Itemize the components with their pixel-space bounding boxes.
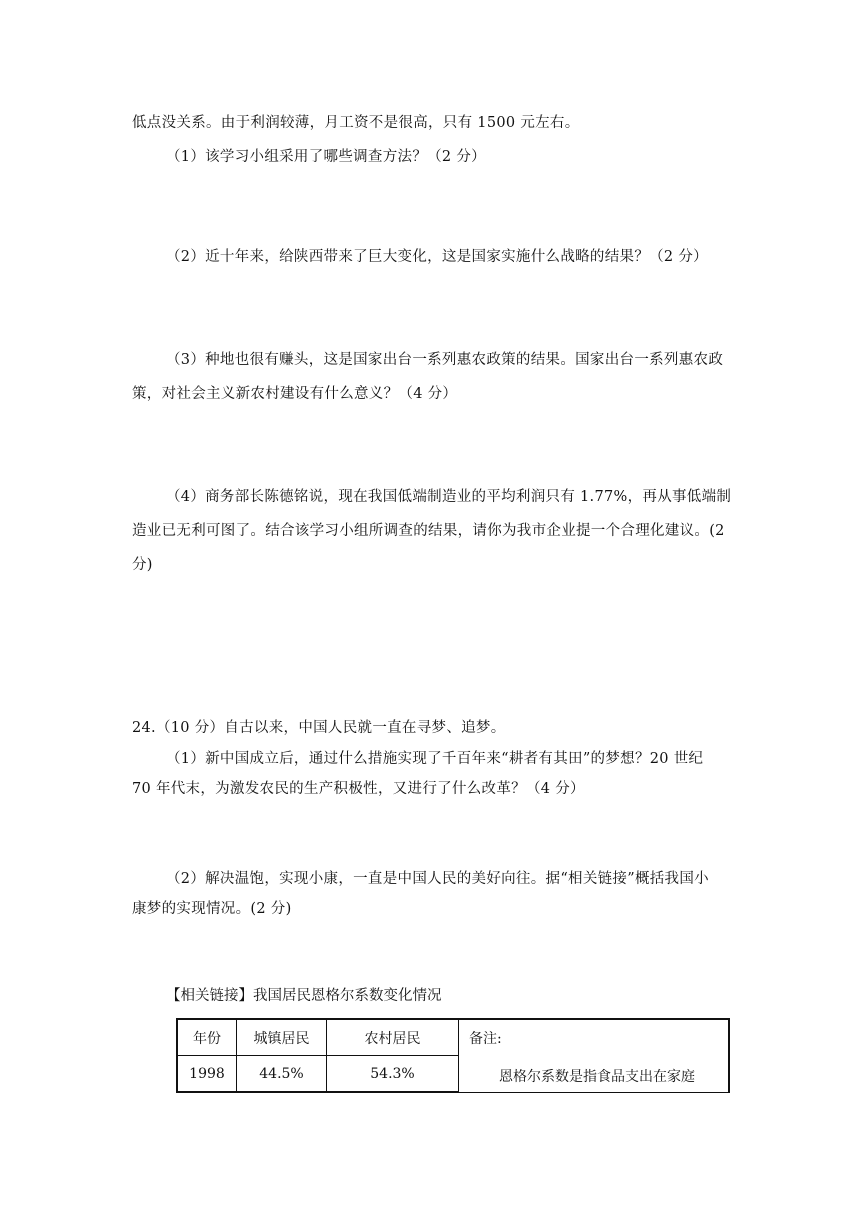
table-cell: 1998 (177, 1056, 237, 1093)
table-cell: 44.5% (237, 1056, 327, 1093)
table-note-cell (459, 1019, 730, 1092)
question-1: （1）该学习小组采用了哪些调查方法？（2 分） (166, 149, 486, 165)
text-line: 分) (132, 557, 153, 573)
question-24-1: （1）新中国成立后，通过什么措施实现了千百年来“耕者有其田”的梦想？20 世纪 (166, 751, 704, 767)
note-text: 恩格尔系数是指食品支出在家庭 (499, 1069, 695, 1085)
question-2: （2）近十年来，给陕西带来了巨大变化，这是国家实施什么战略的结果？（2 分） (166, 249, 708, 265)
table-cell: 54.3% (327, 1056, 459, 1093)
question-3: （3）种地也很有赚头，这是国家出台一系列惠农政策的结果。国家出台一系列惠农政 (166, 352, 724, 368)
text-line: 70 年代末，为激发农民的生产积极性，又进行了什么改革？（4 分） (132, 781, 585, 797)
table-header-cell: 农村居民 (327, 1019, 459, 1056)
question-4: （4）商务部长陈德铭说，现在我国低端制造业的平均利润只有 1.77%，再从事低端制 (166, 489, 732, 505)
table-header-row (177, 1019, 729, 1056)
note-label: 备注: (469, 1031, 502, 1047)
text-line: 低点没关系。由于利润较薄，月工资不是很高，只有 1500 元左右。 (132, 115, 580, 131)
text-line: 康梦的实现情况。(2 分) (132, 901, 292, 917)
question-24-heading: 24.（10 分）自古以来，中国人民就一直在寻梦、追梦。 (132, 720, 506, 736)
text-line: 策，对社会主义新农村建设有什么意义？（4 分） (132, 386, 458, 402)
table-header-cell: 城镇居民 (237, 1019, 327, 1056)
engel-coefficient-table (176, 1018, 730, 1093)
text-line: 造业已无利可图了。结合该学习小组所调查的结果，请你为我市企业提一个合理化建议。(2 (132, 523, 725, 539)
question-24-2: （2）解决温饱，实现小康，一直是中国人民的美好向往。据“相关链接”概括我国小 (166, 871, 709, 887)
table-title: 【相关链接】我国居民恩格尔系数变化情况 (166, 988, 442, 1004)
table-header-cell: 年份 (177, 1019, 237, 1056)
